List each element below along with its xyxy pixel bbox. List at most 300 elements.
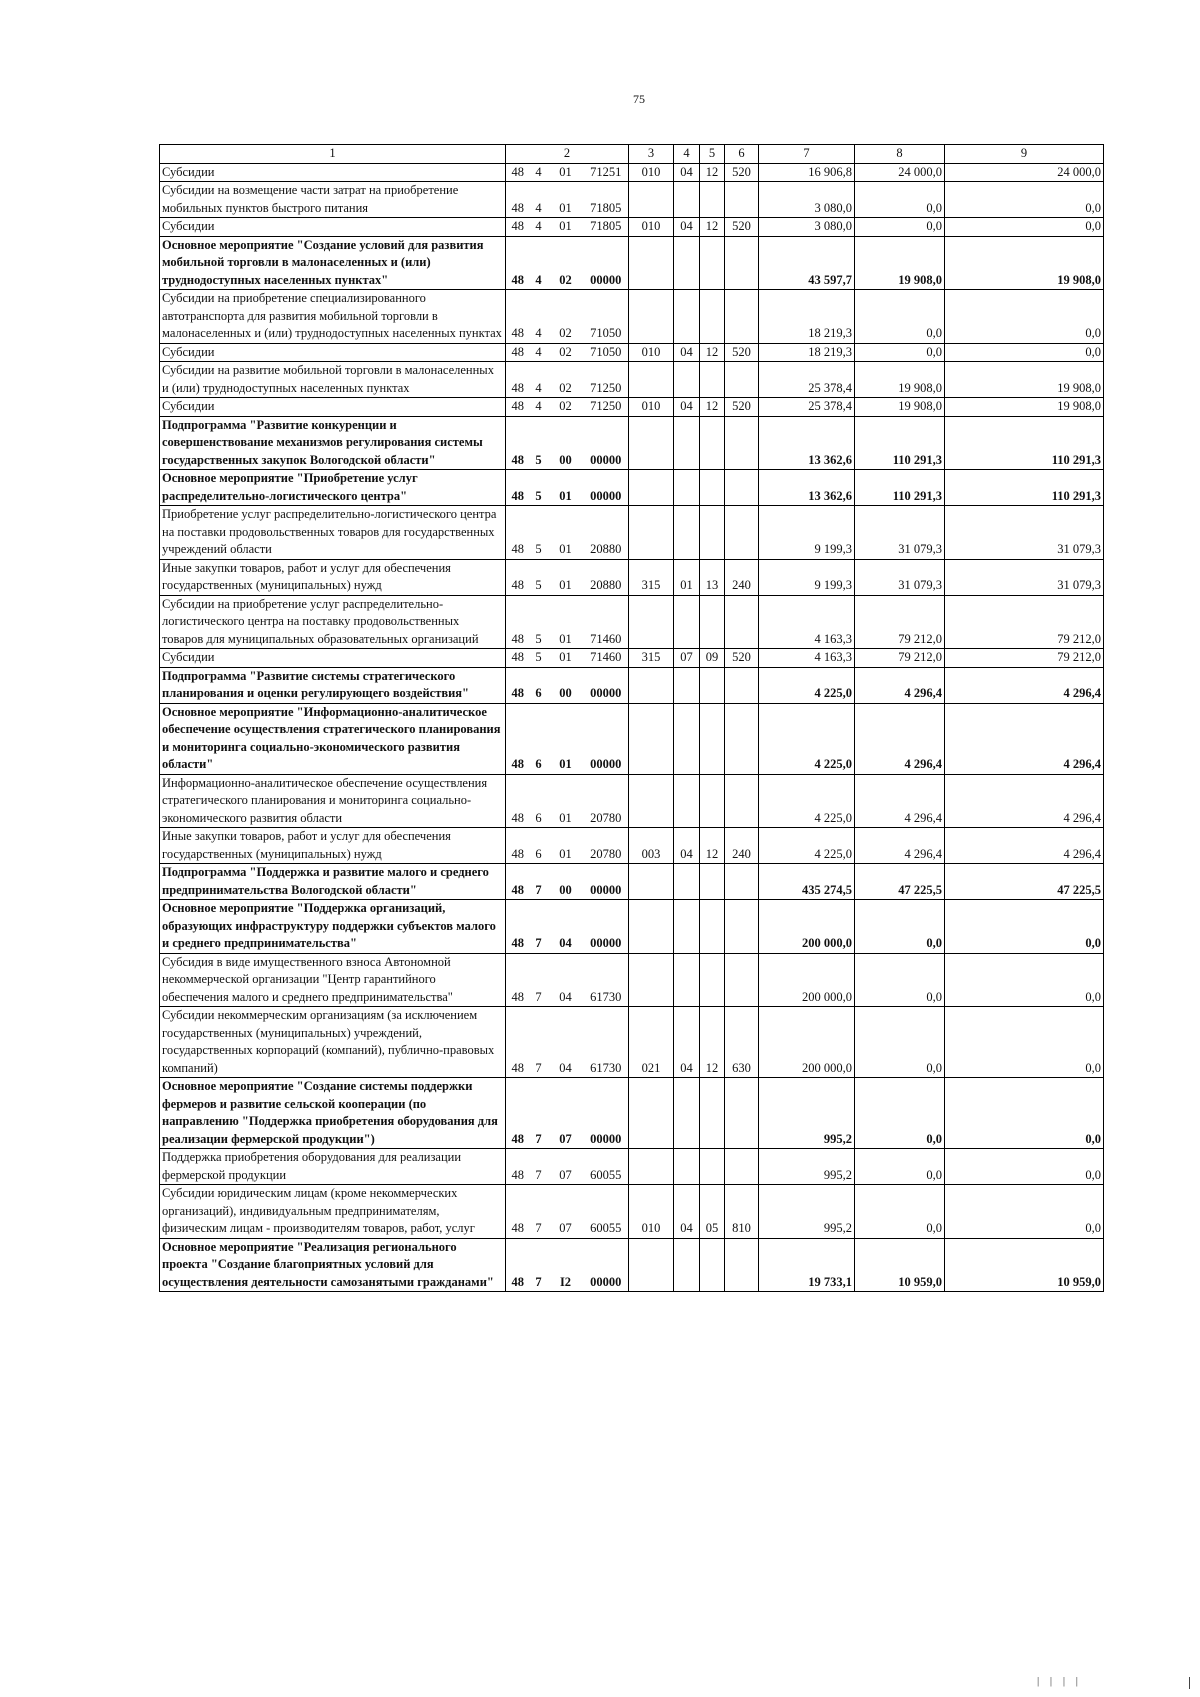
code-part-4: 00000: [584, 1078, 629, 1149]
code-part-3: 01: [548, 828, 584, 864]
code-part-4: 00000: [584, 236, 629, 290]
col-8-value: 79 212,0: [855, 595, 945, 649]
col-5-cell: [700, 864, 725, 900]
col-8-value: 79 212,0: [855, 649, 945, 668]
col-9-value: 0,0: [945, 900, 1104, 954]
col-5-cell: [700, 667, 725, 703]
code-part-3: 02: [548, 362, 584, 398]
col-3-cell: [629, 362, 674, 398]
name: Основное мероприятие "Информационно-аналитическое обеспечение осуществления стратегического планирования и мониторинга социально-экономического развития области": [160, 703, 506, 774]
code-part-1: 48: [506, 218, 530, 237]
col-8-value: 0,0: [855, 900, 945, 954]
col-6-cell: [725, 470, 759, 506]
col-5-cell: [700, 236, 725, 290]
code-part-3: 01: [548, 182, 584, 218]
col-9-value: 10 959,0: [945, 1238, 1104, 1292]
code-part-4: 61730: [584, 1007, 629, 1078]
footer-marks: | | | |: [1036, 1675, 1082, 1687]
col-7-value: 200 000,0: [759, 953, 855, 1007]
code-part-1: 48: [506, 828, 530, 864]
col-5-cell: [700, 595, 725, 649]
col-7-value: 18 219,3: [759, 290, 855, 344]
table-row: [160, 506, 1104, 560]
code-part-3: 01: [548, 218, 584, 237]
code-part-4: 20780: [584, 828, 629, 864]
col-7-value: 995,2: [759, 1185, 855, 1239]
col-6-cell: 520: [725, 343, 759, 362]
code-part-2: 6: [530, 703, 548, 774]
col-9-value: 0,0: [945, 182, 1104, 218]
col-3-cell: [629, 416, 674, 470]
col-8-value: 31 079,3: [855, 506, 945, 560]
table-row: [160, 362, 1104, 398]
code-part-2: 5: [530, 506, 548, 560]
code-part-1: 48: [506, 343, 530, 362]
header-col-7: 7: [759, 145, 855, 164]
col-7-value: 18 219,3: [759, 343, 855, 362]
col-5-cell: [700, 953, 725, 1007]
code-part-1: 48: [506, 470, 530, 506]
code-part-2: 4: [530, 182, 548, 218]
code-part-4: 71050: [584, 290, 629, 344]
col-5-cell: [700, 1238, 725, 1292]
col-6-cell: 630: [725, 1007, 759, 1078]
col-9-value: 0,0: [945, 218, 1104, 237]
col-4-cell: [674, 470, 700, 506]
code-part-1: 48: [506, 163, 530, 182]
name: Субсидии: [160, 649, 506, 668]
col-7-value: 13 362,6: [759, 470, 855, 506]
code-part-1: 48: [506, 362, 530, 398]
name: Субсидия в виде имущественного взноса Автономной некоммерческой организации "Центр гарантийного обеспечения малого и среднего предпринимательства": [160, 953, 506, 1007]
col-4-cell: [674, 595, 700, 649]
col-9-value: 0,0: [945, 343, 1104, 362]
code-part-4: 00000: [584, 667, 629, 703]
col-8-value: 0,0: [855, 182, 945, 218]
col-4-cell: [674, 703, 700, 774]
col-3-cell: [629, 703, 674, 774]
code-part-2: 4: [530, 290, 548, 344]
col-3-cell: [629, 1238, 674, 1292]
code-part-3: 02: [548, 236, 584, 290]
name: Приобретение услуг распределительно-логистического центра на поставки продовольственных товаров для государственных учреждений области: [160, 506, 506, 560]
col-7-value: 16 906,8: [759, 163, 855, 182]
code-part-1: 48: [506, 416, 530, 470]
name: Иные закупки товаров, работ и услуг для обеспечения государственных (муниципальных) нужд: [160, 559, 506, 595]
col-9-value: 4 296,4: [945, 667, 1104, 703]
col-6-cell: [725, 1078, 759, 1149]
code-part-1: 48: [506, 595, 530, 649]
col-6-cell: [725, 416, 759, 470]
code-part-4: 20780: [584, 774, 629, 828]
code-part-4: 71460: [584, 595, 629, 649]
table-row: [160, 416, 1104, 470]
col-9-value: 31 079,3: [945, 559, 1104, 595]
name: Субсидии на возмещение части затрат на приобретение мобильных пунктов быстрого питания: [160, 182, 506, 218]
code-part-4: 20880: [584, 506, 629, 560]
col-4-cell: [674, 900, 700, 954]
col-7-value: 995,2: [759, 1078, 855, 1149]
col-6-cell: 240: [725, 828, 759, 864]
name: Подпрограмма "Развитие конкуренции и совершенствование механизмов регулирования системы государственных закупок Вологодской области": [160, 416, 506, 470]
name: Субсидии юридическим лицам (кроме некоммерческих организаций), индивидуальным предпринимателям, физическим лицам - производителям товаров, работ, услуг: [160, 1185, 506, 1239]
col-4-cell: [674, 182, 700, 218]
col-8-value: 19 908,0: [855, 362, 945, 398]
table-row: [160, 1007, 1104, 1078]
code-part-2: 7: [530, 900, 548, 954]
code-part-1: 48: [506, 559, 530, 595]
col-9-value: 19 908,0: [945, 362, 1104, 398]
col-5-cell: 12: [700, 1007, 725, 1078]
col-8-value: 0,0: [855, 1078, 945, 1149]
code-part-2: 7: [530, 1185, 548, 1239]
code-part-1: 48: [506, 1238, 530, 1292]
col-6-cell: [725, 182, 759, 218]
col-5-cell: [700, 774, 725, 828]
code-part-3: 07: [548, 1185, 584, 1239]
table-row: [160, 595, 1104, 649]
col-4-cell: 04: [674, 218, 700, 237]
code-part-4: 71250: [584, 398, 629, 417]
code-part-4: 61730: [584, 953, 629, 1007]
table-row: [160, 703, 1104, 774]
col-5-cell: 13: [700, 559, 725, 595]
table-row: [160, 470, 1104, 506]
name: Субсидии: [160, 398, 506, 417]
table-row: [160, 182, 1104, 218]
page-number: 75: [633, 92, 645, 106]
table-row: [160, 1238, 1104, 1292]
col-8-value: 4 296,4: [855, 828, 945, 864]
col-8-value: 31 079,3: [855, 559, 945, 595]
col-5-cell: [700, 1149, 725, 1185]
code-part-4: 00000: [584, 703, 629, 774]
col-3-cell: [629, 774, 674, 828]
col-4-cell: 04: [674, 398, 700, 417]
header-col-6: 6: [725, 145, 759, 164]
code-part-3: 01: [548, 506, 584, 560]
col-5-cell: [700, 290, 725, 344]
code-part-3: 01: [548, 559, 584, 595]
col-8-value: 0,0: [855, 343, 945, 362]
col-7-value: 995,2: [759, 1149, 855, 1185]
code-part-1: 48: [506, 864, 530, 900]
col-3-cell: 315: [629, 649, 674, 668]
code-part-2: 7: [530, 864, 548, 900]
col-8-value: 0,0: [855, 1007, 945, 1078]
col-8-value: 19 908,0: [855, 398, 945, 417]
col-6-cell: [725, 667, 759, 703]
col-9-value: 19 908,0: [945, 236, 1104, 290]
col-8-value: 47 225,5: [855, 864, 945, 900]
footer-tick: [1189, 1677, 1190, 1689]
col-4-cell: 04: [674, 1185, 700, 1239]
name: Иные закупки товаров, работ и услуг для обеспечения государственных (муниципальных) нужд: [160, 828, 506, 864]
table-row: [160, 953, 1104, 1007]
name: Основное мероприятие "Приобретение услуг распределительно-логистического центра": [160, 470, 506, 506]
col-5-cell: [700, 506, 725, 560]
col-3-cell: [629, 667, 674, 703]
col-7-value: 19 733,1: [759, 1238, 855, 1292]
col-7-value: 4 225,0: [759, 774, 855, 828]
col-6-cell: 520: [725, 398, 759, 417]
col-4-cell: [674, 1078, 700, 1149]
header-col-9: 9: [945, 145, 1104, 164]
col-7-value: 13 362,6: [759, 416, 855, 470]
table-row: [160, 290, 1104, 344]
code-part-4: 71805: [584, 182, 629, 218]
col-3-cell: [629, 236, 674, 290]
col-5-cell: 05: [700, 1185, 725, 1239]
col-3-cell: 010: [629, 163, 674, 182]
header-col-3: 3: [629, 145, 674, 164]
col-6-cell: 240: [725, 559, 759, 595]
code-part-1: 48: [506, 506, 530, 560]
col-4-cell: 07: [674, 649, 700, 668]
code-part-3: 01: [548, 163, 584, 182]
col-6-cell: [725, 703, 759, 774]
table-row: [160, 1078, 1104, 1149]
col-9-value: 4 296,4: [945, 703, 1104, 774]
code-part-4: 60055: [584, 1149, 629, 1185]
col-5-cell: [700, 182, 725, 218]
budget-table: [159, 144, 1104, 1292]
col-9-value: 79 212,0: [945, 649, 1104, 668]
code-part-3: 00: [548, 864, 584, 900]
code-part-4: 60055: [584, 1185, 629, 1239]
name: Информационно-аналитическое обеспечение осуществления стратегического планирования и мониторинга социально-экономического развития области: [160, 774, 506, 828]
col-7-value: 4 225,0: [759, 828, 855, 864]
name: Субсидии: [160, 163, 506, 182]
col-5-cell: [700, 470, 725, 506]
header-col-4: 4: [674, 145, 700, 164]
col-4-cell: [674, 290, 700, 344]
code-part-4: 71250: [584, 362, 629, 398]
col-5-cell: 12: [700, 398, 725, 417]
col-8-value: 19 908,0: [855, 236, 945, 290]
code-part-4: 71805: [584, 218, 629, 237]
code-part-2: 5: [530, 559, 548, 595]
col-8-value: 110 291,3: [855, 470, 945, 506]
col-7-value: 25 378,4: [759, 362, 855, 398]
code-part-4: 00000: [584, 900, 629, 954]
code-part-2: 4: [530, 236, 548, 290]
col-7-value: 4 225,0: [759, 667, 855, 703]
code-part-2: 6: [530, 774, 548, 828]
code-part-2: 4: [530, 163, 548, 182]
col-3-cell: 003: [629, 828, 674, 864]
code-part-4: 00000: [584, 470, 629, 506]
code-part-3: 04: [548, 1007, 584, 1078]
col-9-value: 0,0: [945, 290, 1104, 344]
col-9-value: 0,0: [945, 1078, 1104, 1149]
code-part-3: 02: [548, 343, 584, 362]
col-9-value: 110 291,3: [945, 470, 1104, 506]
code-part-3: 01: [548, 595, 584, 649]
col-6-cell: [725, 506, 759, 560]
col-5-cell: 09: [700, 649, 725, 668]
col-9-value: 24 000,0: [945, 163, 1104, 182]
col-9-value: 0,0: [945, 1149, 1104, 1185]
code-part-3: 01: [548, 703, 584, 774]
col-7-value: 200 000,0: [759, 1007, 855, 1078]
col-8-value: 0,0: [855, 1149, 945, 1185]
col-5-cell: 12: [700, 828, 725, 864]
col-9-value: 0,0: [945, 1185, 1104, 1239]
col-3-cell: 010: [629, 398, 674, 417]
code-part-3: 01: [548, 649, 584, 668]
col-4-cell: [674, 416, 700, 470]
code-part-1: 48: [506, 1149, 530, 1185]
col-6-cell: [725, 362, 759, 398]
code-part-3: 04: [548, 953, 584, 1007]
col-9-value: 110 291,3: [945, 416, 1104, 470]
code-part-3: 01: [548, 470, 584, 506]
header-row: [160, 145, 1104, 164]
col-7-value: 3 080,0: [759, 182, 855, 218]
code-part-2: 5: [530, 416, 548, 470]
col-8-value: 4 296,4: [855, 667, 945, 703]
col-6-cell: 810: [725, 1185, 759, 1239]
table-row: [160, 398, 1104, 417]
col-8-value: 24 000,0: [855, 163, 945, 182]
col-3-cell: [629, 900, 674, 954]
col-8-value: 0,0: [855, 953, 945, 1007]
col-5-cell: [700, 416, 725, 470]
code-part-3: 02: [548, 398, 584, 417]
col-7-value: 4 225,0: [759, 703, 855, 774]
col-5-cell: [700, 703, 725, 774]
col-7-value: 4 163,3: [759, 595, 855, 649]
header-col-2: 2: [506, 145, 629, 164]
code-part-1: 48: [506, 649, 530, 668]
code-part-2: 5: [530, 470, 548, 506]
col-7-value: 200 000,0: [759, 900, 855, 954]
name: Субсидии: [160, 343, 506, 362]
table-row: [160, 1149, 1104, 1185]
col-9-value: 4 296,4: [945, 774, 1104, 828]
col-6-cell: [725, 290, 759, 344]
name: Подпрограмма "Поддержка и развитие малого и среднего предпринимательства Вологодской области": [160, 864, 506, 900]
code-part-1: 48: [506, 1078, 530, 1149]
code-part-2: 4: [530, 398, 548, 417]
code-part-2: 4: [530, 362, 548, 398]
code-part-4: 71050: [584, 343, 629, 362]
col-3-cell: [629, 953, 674, 1007]
code-part-2: 4: [530, 343, 548, 362]
col-7-value: 435 274,5: [759, 864, 855, 900]
col-3-cell: [629, 864, 674, 900]
col-5-cell: [700, 1078, 725, 1149]
col-5-cell: 12: [700, 343, 725, 362]
col-4-cell: [674, 1149, 700, 1185]
col-3-cell: [629, 1149, 674, 1185]
col-5-cell: [700, 362, 725, 398]
code-part-2: 7: [530, 1078, 548, 1149]
code-part-4: 00000: [584, 1238, 629, 1292]
code-part-1: 48: [506, 290, 530, 344]
col-6-cell: [725, 595, 759, 649]
table-row: [160, 900, 1104, 954]
col-6-cell: [725, 236, 759, 290]
col-3-cell: 010: [629, 1185, 674, 1239]
header-col-1: 1: [160, 145, 506, 164]
col-7-value: 43 597,7: [759, 236, 855, 290]
name: Основное мероприятие "Создание условий для развития мобильной торговли в малонаселенных и (или) труднодоступных населенных пунктах": [160, 236, 506, 290]
col-6-cell: [725, 953, 759, 1007]
col-6-cell: [725, 774, 759, 828]
col-4-cell: 04: [674, 1007, 700, 1078]
col-9-value: 31 079,3: [945, 506, 1104, 560]
col-8-value: 4 296,4: [855, 703, 945, 774]
col-4-cell: [674, 864, 700, 900]
code-part-3: 04: [548, 900, 584, 954]
col-3-cell: [629, 182, 674, 218]
code-part-1: 48: [506, 667, 530, 703]
code-part-2: 7: [530, 953, 548, 1007]
col-6-cell: 520: [725, 649, 759, 668]
col-4-cell: 04: [674, 163, 700, 182]
col-4-cell: 04: [674, 828, 700, 864]
code-part-4: 00000: [584, 416, 629, 470]
table-body: [160, 163, 1104, 1292]
col-3-cell: 315: [629, 559, 674, 595]
col-5-cell: 12: [700, 218, 725, 237]
col-7-value: 9 199,3: [759, 559, 855, 595]
table-row: [160, 774, 1104, 828]
code-part-3: 02: [548, 290, 584, 344]
col-8-value: 0,0: [855, 1185, 945, 1239]
col-9-value: 0,0: [945, 1007, 1104, 1078]
col-5-cell: [700, 900, 725, 954]
code-part-1: 48: [506, 953, 530, 1007]
name: Основное мероприятие "Создание системы поддержки фермеров и развитие сельской кооперации (по направлению "Поддержка приобретения оборудования для реализации фермерской продукции"): [160, 1078, 506, 1149]
col-6-cell: [725, 900, 759, 954]
name: Субсидии на развитие мобильной торговли в малонаселенных и (или) труднодоступных населенных пунктах: [160, 362, 506, 398]
col-8-value: 0,0: [855, 290, 945, 344]
code-part-1: 48: [506, 182, 530, 218]
name: Субсидии: [160, 218, 506, 237]
col-8-value: 0,0: [855, 218, 945, 237]
code-part-3: 00: [548, 416, 584, 470]
table-row: [160, 218, 1104, 237]
col-6-cell: [725, 864, 759, 900]
code-part-1: 48: [506, 1185, 530, 1239]
col-6-cell: 520: [725, 218, 759, 237]
col-9-value: 19 908,0: [945, 398, 1104, 417]
col-3-cell: [629, 506, 674, 560]
name: Субсидии на приобретение услуг распределительно-логистического центра на поставку продовольственных товаров для муниципальных образовательных организаций: [160, 595, 506, 649]
col-9-value: 4 296,4: [945, 828, 1104, 864]
col-4-cell: 04: [674, 343, 700, 362]
col-7-value: 9 199,3: [759, 506, 855, 560]
code-part-4: 20880: [584, 559, 629, 595]
code-part-3: I2: [548, 1238, 584, 1292]
code-part-3: 01: [548, 774, 584, 828]
table-row: [160, 667, 1104, 703]
col-3-cell: 021: [629, 1007, 674, 1078]
name: Субсидии некоммерческим организациям (за исключением государственных (муниципальных) учреждений, государственных корпораций (компаний), публично-правовых компаний): [160, 1007, 506, 1078]
code-part-4: 71251: [584, 163, 629, 182]
col-7-value: 4 163,3: [759, 649, 855, 668]
code-part-1: 48: [506, 1007, 530, 1078]
col-4-cell: [674, 236, 700, 290]
name: Основное мероприятие "Реализация регионального проекта "Создание благоприятных условий для осуществления деятельности самозанятыми гражданами": [160, 1238, 506, 1292]
col-3-cell: [629, 470, 674, 506]
col-4-cell: [674, 1238, 700, 1292]
col-4-cell: [674, 774, 700, 828]
name: Подпрограмма "Развитие системы стратегического планирования и оценки регулирующего воздействия": [160, 667, 506, 703]
